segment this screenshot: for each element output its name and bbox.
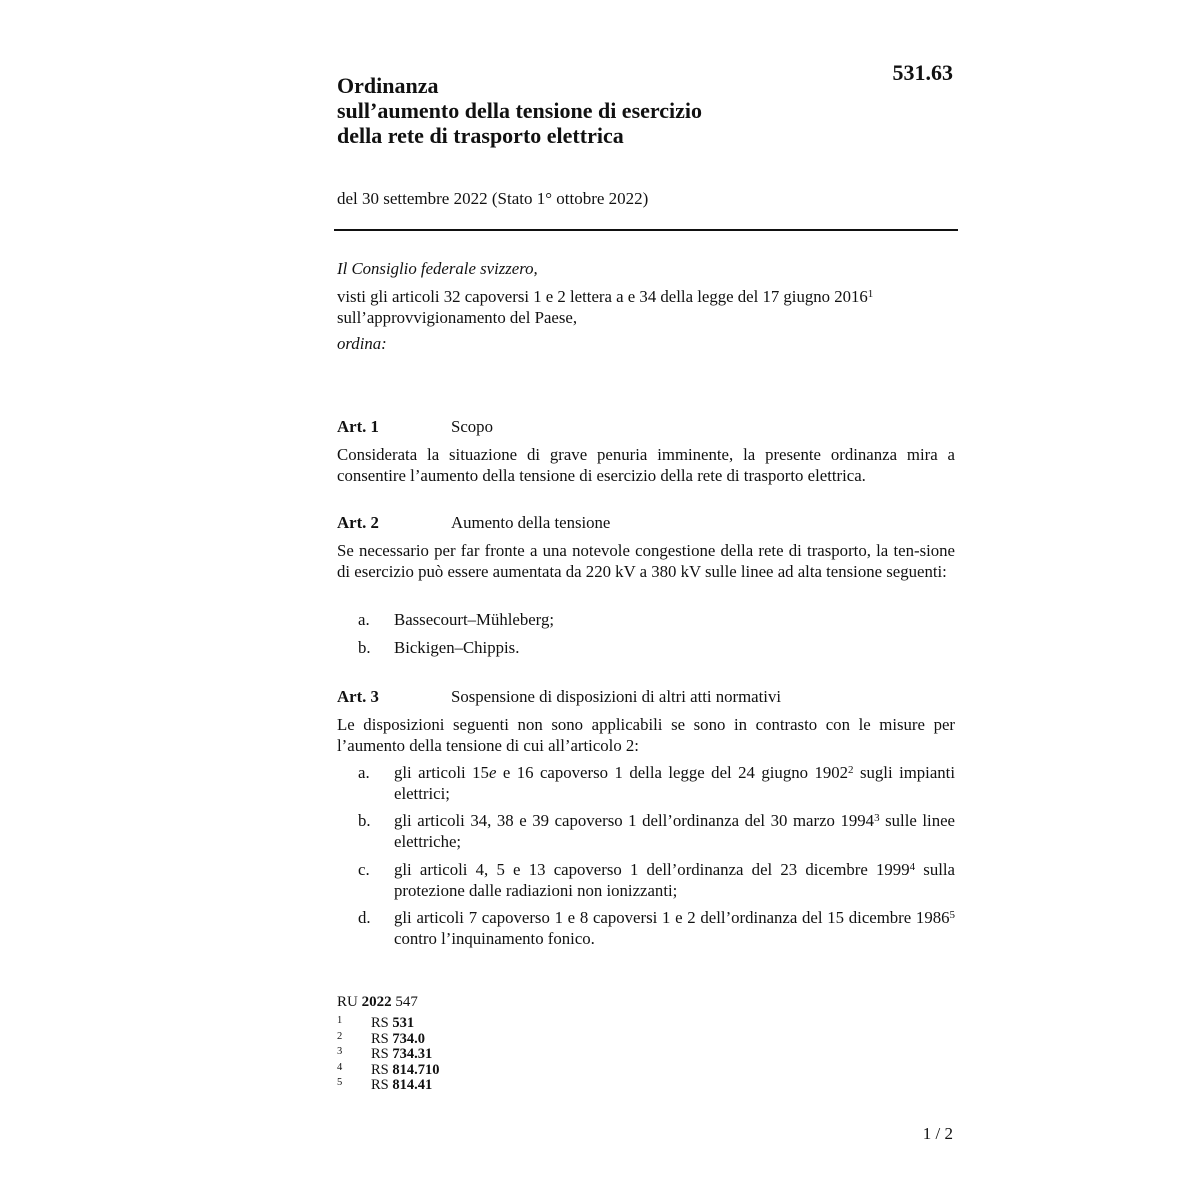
footnote-prefix: RS [371, 1046, 389, 1063]
list-item-text-part: sulle linee elettriche; [394, 811, 955, 851]
list-item-text [394, 763, 955, 804]
list-item-text [394, 860, 955, 901]
article-1-heading [337, 417, 955, 437]
article-2-heading [337, 513, 955, 533]
list-item-text-italic: e [488, 763, 497, 782]
ru-prefix: RU [337, 994, 358, 1010]
header-divider [334, 229, 958, 231]
ru-year: 2022 [361, 994, 392, 1010]
article-1-text: Considerata la situazione di grave penuria imminente, la presente ordinanza mira a consentire l’aumento della tensione di esercizio della rete di trasporto elettrica. [337, 445, 955, 485]
list-item-text: Bassecourt–Mühleberg; [394, 610, 555, 629]
footnote-ref[interactable]: 1 [867, 288, 874, 300]
footnote-number: 2 [337, 1030, 343, 1042]
footnote-number: 4 [337, 1061, 343, 1073]
list-item-text [394, 908, 955, 949]
footnote-text[interactable] [371, 1032, 425, 1048]
preamble-ordains: ordina: [337, 334, 387, 353]
list-item-text-part: gli articoli 7 capoverso 1 e 8 capoversi 1 e 2 dell’ordinanza del 15 dicembre 1986 [394, 908, 950, 927]
ru-page: 547 [395, 994, 418, 1010]
footnote-text[interactable] [371, 1047, 432, 1063]
list-item-text-part: contro l’inquinamento fonico. [394, 928, 595, 948]
footnote-prefix: RS [371, 1015, 389, 1031]
list-item [337, 811, 955, 852]
footnote-number: 5 [337, 1077, 343, 1089]
list-item-letter: b. [358, 811, 371, 830]
list-item-text-part: sugli impianti elettrici; [394, 763, 955, 803]
title-line: sull’aumento della tensione di esercizio [337, 98, 703, 123]
ru-reference [337, 994, 418, 1011]
footnote-prefix: RS [371, 1030, 389, 1047]
footnote-prefix: RS [371, 1061, 389, 1078]
footnote-ref-number: 814.710 [392, 1061, 440, 1078]
list-item [337, 860, 955, 901]
footnote-ref[interactable]: 3 [874, 812, 880, 824]
list-item-text [394, 811, 955, 852]
footnote-number: 3 [337, 1046, 343, 1058]
article-title: Sospensione di disposizioni di altri atti normativi [451, 687, 782, 706]
preamble-basis-line2: sull’approvvigionamento del Paese, [337, 307, 578, 327]
footnote-ref-number: 734.31 [392, 1046, 433, 1063]
footnote-ref-number: 531 [392, 1015, 415, 1031]
preamble-basis [337, 287, 955, 328]
footnote-text[interactable] [371, 1063, 440, 1079]
preamble-authority: Il Consiglio federale svizzero, [337, 259, 538, 278]
list-item-letter: a. [358, 763, 370, 782]
rs-number: 531.63 [892, 60, 953, 85]
footnote-ref[interactable]: 5 [949, 909, 955, 921]
article-3-text: Le disposizioni seguenti non sono applicabili se sono in contrasto con le misure per l’aumento della tensione di cui all’articolo 2: [337, 715, 955, 755]
list-item-letter: d. [358, 908, 371, 927]
list-item-text-part: gli articoli 34, 38 e 39 capoverso 1 dell’ordinanza del 30 marzo 1994 [394, 811, 875, 830]
article-title: Scopo [451, 417, 493, 436]
document-page [337, 0, 955, 1200]
list-item-text-part: gli articoli 15 [394, 763, 489, 782]
list-item-letter: c. [358, 860, 370, 879]
document-date: del 30 settembre 2022 (Stato 1° ottobre 2022) [337, 189, 649, 208]
article-2-text: Se necessario per far fronte a una notevole congestione della rete di trasporto, la ten-sione di esercizio può essere aumentata da 220 kV a 380 kV sulle linee ad alta tensione seguenti: [337, 541, 955, 581]
list-item-text-part: e 16 capoverso 1 della legge del 24 giugno 1902 [496, 763, 849, 782]
footnote-ref-number: 814.41 [392, 1077, 433, 1094]
footnote-prefix: RS [371, 1077, 389, 1094]
footnote-number: 1 [337, 1015, 343, 1026]
title-line: della rete di trasporto elettrica [337, 123, 624, 148]
footnote-ref[interactable]: 2 [848, 764, 854, 776]
list-item [337, 610, 955, 631]
article-number: Art. 1 [337, 417, 379, 436]
list-item-letter: a. [358, 610, 370, 629]
footnote-text[interactable] [371, 1078, 432, 1094]
list-item [337, 908, 955, 949]
list-item-text-part: gli articoli 4, 5 e 13 capoverso 1 dell’ordinanza del 23 dicembre 1999 [394, 860, 910, 879]
footnote-ref-number: 734.0 [392, 1030, 425, 1047]
article-3-heading [337, 687, 955, 707]
document-title [337, 73, 702, 148]
footnote-ref[interactable]: 4 [909, 861, 916, 873]
preamble-basis-line1: visti gli articoli 32 capoversi 1 e 2 lettera a e 34 della legge del 17 giugno 2016 [337, 287, 868, 306]
list-item-text: Bickigen–Chippis. [394, 638, 520, 657]
article-title: Aumento della tensione [451, 513, 611, 532]
list-item [337, 763, 955, 804]
list-item [337, 638, 955, 659]
list-item-letter: b. [358, 638, 371, 657]
article-number: Art. 2 [337, 513, 379, 532]
article-number: Art. 3 [337, 687, 379, 706]
page-number: 1 / 2 [922, 1124, 953, 1143]
title-line: Ordinanza [337, 73, 439, 98]
list-item-text-part: sulla protezione dalle radiazioni non ionizzanti; [394, 860, 955, 900]
footnote-text[interactable] [371, 1016, 414, 1032]
